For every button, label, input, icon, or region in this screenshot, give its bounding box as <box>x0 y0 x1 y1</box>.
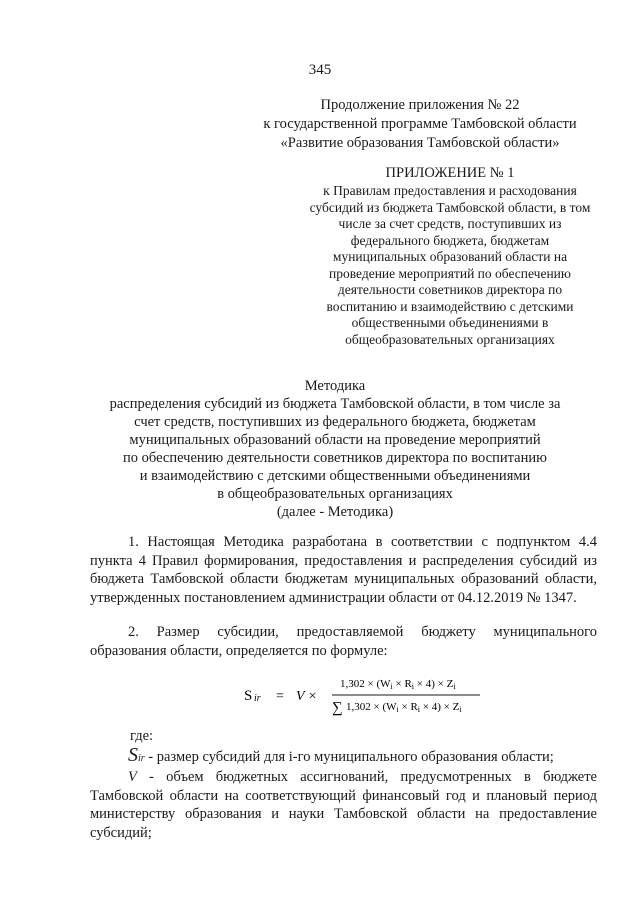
def-s-symbol: S <box>128 744 138 766</box>
def-s-text: - размер субсидий для i-го муниципального образования области; <box>144 749 554 765</box>
where-label: где: <box>130 728 154 744</box>
method-line: (далее - Методика) <box>276 504 394 520</box>
method-line: муниципальных образований области на проведение мероприятий <box>129 432 541 448</box>
appendix-line: федерального бюджета, бюджетам <box>350 232 550 248</box>
formula-v-times: V × <box>296 689 318 704</box>
appendix-line: муниципальных образований области на <box>332 249 568 264</box>
header-line: Продолжение приложения № 22 <box>320 97 520 113</box>
method-line: в общеобразовательных организациях <box>217 486 453 502</box>
method-title-block <box>70 377 600 521</box>
appendix-line: воспитанию и взаимодействию с детскими <box>326 298 574 314</box>
definition-s <box>90 746 597 769</box>
method-title: Методика <box>304 378 366 394</box>
header-line: «Развитие образования Тамбовской области» <box>280 135 560 151</box>
formula-equals: = <box>276 689 284 704</box>
appendix-1-header <box>300 164 600 348</box>
def-s-sub: ir <box>138 753 145 764</box>
header-line: к государственной программе Тамбовской области <box>263 116 577 132</box>
def-v-text: - объем бюджетных ассигнований, предусмотренных в бюджете Тамбовской области на соответствующий финансовый год и плановый период министерству образования и науки Тамбовской области на предоставление субсидий; <box>90 769 597 841</box>
formula-numerator: 1,302 × (Wi × Ri × 4) × Zi <box>340 678 456 691</box>
method-line: по обеспечению деятельности советников директора по воспитанию <box>123 450 547 466</box>
appendix-line: субсидий из бюджета Тамбовской области, в том <box>309 199 591 215</box>
appendix-line: общественными объединениями в <box>351 315 549 330</box>
formula-lhs-sub: ir <box>254 693 261 704</box>
appendix-continuation-header <box>230 96 610 153</box>
page-number: 345 <box>308 62 332 78</box>
appendix-line: проведение мероприятий по обеспечению <box>329 265 571 281</box>
sum-symbol: ∑ <box>332 700 343 716</box>
appendix-line: числе за счет средств, поступивших из <box>338 216 562 231</box>
appendix-line: деятельности советников директора по <box>337 282 563 297</box>
method-line: счет средств, поступивших из федерального бюджета, бюджетам <box>134 414 536 430</box>
def-v-symbol: V <box>128 769 137 785</box>
appendix-line: общеобразовательных организациях <box>345 331 555 347</box>
paragraph-2: 2. Размер субсидии, предоставляемой бюджету муниципального образования области, определяется по формуле: <box>90 624 597 659</box>
definition-v <box>90 768 597 842</box>
paragraph-1: 1. Настоящая Методика разработана в соответствии с подпунктом 4.4 пункта 4 Правил формирования, предоставления и распределения субсидий из бюджета Тамбовской области бюджетам муниципальных образований области, утвержденных постановлением администрации области от 04.12.2019 № 1347. <box>90 534 597 606</box>
subsidy-formula <box>236 670 496 720</box>
appendix-title: ПРИЛОЖЕНИЕ № 1 <box>385 165 515 181</box>
appendix-line: к Правилам предоставления и расходования <box>323 183 577 198</box>
formula-svg <box>236 670 496 720</box>
method-line: и взаимодействию с детскими общественными объединениями <box>139 468 531 484</box>
formula-denominator: 1,302 × (Wi × Ri × 4) × Zi <box>346 701 462 714</box>
formula-lhs-symbol: S <box>244 688 253 704</box>
method-line: распределения субсидий из бюджета Тамбовской области, в том числе за <box>109 396 561 412</box>
